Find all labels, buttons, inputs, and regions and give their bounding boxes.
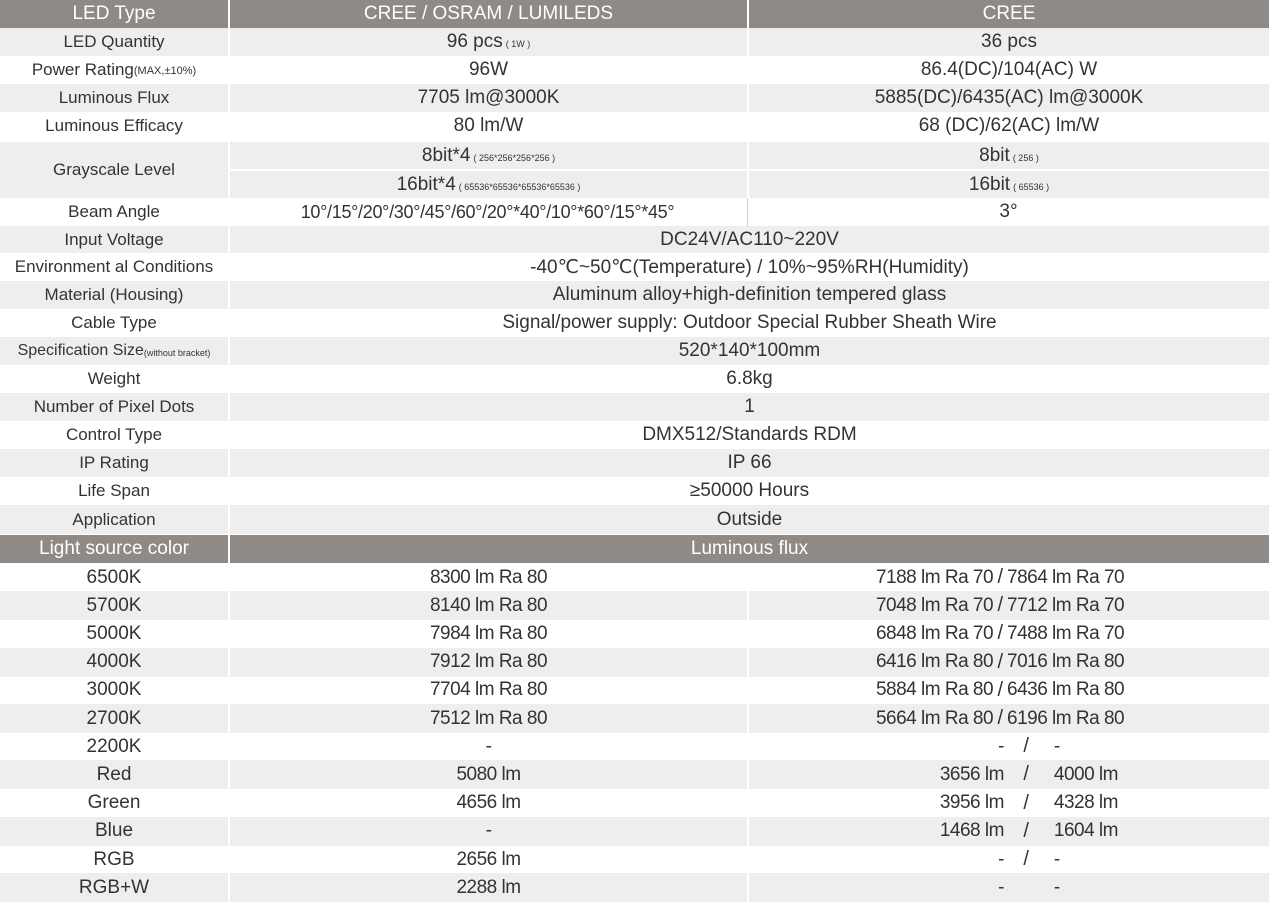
flux-separator: / bbox=[997, 566, 1003, 588]
label-pixel-dots: Number of Pixel Dots bbox=[33, 397, 195, 416]
flux-pair bbox=[749, 877, 1269, 899]
color-row bbox=[0, 591, 1269, 620]
color-flux-col2 bbox=[747, 760, 1269, 789]
row-spec-size bbox=[0, 337, 1269, 365]
flux-pair bbox=[749, 679, 1269, 702]
flux-separator: / bbox=[1023, 735, 1029, 758]
color-flux-col1: 2288 lm bbox=[228, 873, 747, 902]
grayscale-col2-line-a bbox=[749, 142, 1269, 169]
flux-separator: / bbox=[997, 707, 1003, 729]
value-led-quantity-col1 bbox=[228, 28, 747, 56]
flux-pair bbox=[749, 820, 1269, 843]
row-cable-type bbox=[0, 309, 1269, 337]
flux-pair bbox=[749, 594, 1269, 617]
value-spec-size: 520*140*100mm bbox=[228, 337, 1269, 365]
color-flux-col2 bbox=[747, 619, 1269, 648]
row-life-span bbox=[0, 477, 1269, 505]
spec-size-label-text: Specification Size bbox=[17, 342, 144, 359]
row-input-voltage bbox=[0, 226, 1269, 253]
label-luminous-efficacy: Luminous Efficacy bbox=[45, 116, 183, 135]
row-control-type bbox=[0, 421, 1269, 449]
flux-ac: 7864 lm Ra 70 bbox=[1007, 566, 1125, 588]
color-row bbox=[0, 619, 1269, 648]
value-power-col2: 86.4(DC)/104(AC) W bbox=[747, 56, 1269, 84]
value-beam-col2: 3° bbox=[747, 198, 1269, 226]
flux-dc: 7188 lm Ra 70 bbox=[875, 566, 994, 588]
grayscale-col1-b-note: ( 65536*65536*65536*65536 ) bbox=[458, 181, 581, 192]
color-name: Green bbox=[87, 792, 141, 814]
power-rating-label-note: (MAX,±10%) bbox=[133, 65, 197, 77]
flux-dc: 1468 lm bbox=[939, 820, 1004, 842]
label-cable-type: Cable Type bbox=[71, 313, 157, 332]
flux-separator: / bbox=[1023, 791, 1029, 814]
grayscale-col1-line-b bbox=[230, 169, 747, 198]
color-row bbox=[0, 732, 1269, 761]
color-name: 3000K bbox=[86, 679, 142, 701]
header-luminous-flux: Luminous flux bbox=[228, 535, 1269, 563]
value-flux-col1: 7705 lm@3000K bbox=[228, 84, 747, 112]
value-grayscale-col1 bbox=[228, 142, 747, 198]
color-flux-col2 bbox=[747, 676, 1269, 705]
color-row bbox=[0, 789, 1269, 818]
flux-pair bbox=[749, 566, 1269, 589]
color-flux-col1: - bbox=[228, 817, 747, 846]
flux-dc: 3956 lm bbox=[939, 792, 1004, 814]
color-name: 6500K bbox=[86, 566, 142, 588]
color-row bbox=[0, 676, 1269, 705]
grayscale-col2-b-note: ( 65536 ) bbox=[1013, 181, 1050, 192]
flux-pair bbox=[749, 651, 1269, 674]
color-flux-col2 bbox=[747, 704, 1269, 733]
row-application bbox=[0, 505, 1269, 534]
value-grayscale-col2 bbox=[747, 142, 1269, 198]
value-cable-type: Signal/power supply: Outdoor Special Rubber Sheath Wire bbox=[228, 309, 1269, 337]
spec-size-label-note: (without bracket) bbox=[143, 348, 211, 358]
color-flux-col1: 8300 lm Ra 80 bbox=[228, 563, 747, 592]
color-name: Red bbox=[96, 763, 132, 785]
label-grayscale-level: Grayscale Level bbox=[53, 160, 175, 179]
color-row bbox=[0, 704, 1269, 733]
color-flux-col1: 7984 lm Ra 80 bbox=[228, 619, 747, 648]
color-flux-col2 bbox=[747, 817, 1269, 846]
color-flux-col1: 8140 lm Ra 80 bbox=[228, 591, 747, 620]
value-input-voltage: DC24V/AC110~220V bbox=[228, 226, 1269, 253]
flux-pair bbox=[749, 792, 1269, 815]
flux-separator: / bbox=[997, 622, 1003, 645]
color-flux-col1: 5080 lm bbox=[228, 760, 747, 789]
grayscale-col2-line-b bbox=[749, 169, 1269, 198]
grayscale-col1-a-text: 8bit*4 bbox=[421, 144, 471, 166]
color-row bbox=[0, 845, 1269, 874]
led-quantity-col1-note: ( 1W ) bbox=[505, 39, 531, 49]
color-flux-col1: 4656 lm bbox=[228, 789, 747, 818]
flux-ac: 7712 lm Ra 70 bbox=[1007, 594, 1125, 616]
color-flux-col2 bbox=[747, 845, 1269, 874]
value-ip-rating: IP 66 bbox=[228, 449, 1269, 477]
flux-separator: / bbox=[1023, 763, 1029, 786]
value-application: Outside bbox=[228, 505, 1269, 534]
value-led-quantity-col2: 36 pcs bbox=[747, 28, 1269, 56]
flux-dc: - bbox=[998, 848, 1004, 870]
color-flux-col1: 7912 lm Ra 80 bbox=[228, 648, 747, 677]
flux-dc: 3656 lm bbox=[939, 763, 1004, 785]
row-pixel-dots bbox=[0, 393, 1269, 421]
color-name: RGB bbox=[93, 848, 135, 870]
color-row bbox=[0, 817, 1269, 846]
color-flux-col2 bbox=[747, 873, 1269, 902]
color-flux-col2 bbox=[747, 591, 1269, 620]
color-flux-col1: 7704 lm Ra 80 bbox=[228, 676, 747, 705]
flux-ac: 4000 lm bbox=[1053, 763, 1118, 785]
flux-pair bbox=[749, 707, 1269, 730]
header-col2: CREE bbox=[747, 0, 1269, 28]
value-efficacy-col1: 80 lm/W bbox=[228, 112, 747, 140]
color-flux-col2 bbox=[747, 732, 1269, 761]
color-name: 2200K bbox=[86, 735, 142, 757]
label-ip-rating: IP Rating bbox=[79, 453, 149, 472]
flux-separator: / bbox=[1023, 819, 1029, 842]
flux-dc: 6416 lm Ra 80 bbox=[875, 651, 994, 673]
value-efficacy-col2: 68 (DC)/62(AC) lm/W bbox=[747, 112, 1269, 140]
flux-dc: 7048 lm Ra 70 bbox=[875, 594, 994, 616]
color-name: 2700K bbox=[86, 707, 142, 729]
label-spec-size bbox=[0, 337, 228, 365]
flux-ac: 1604 lm bbox=[1053, 820, 1118, 842]
flux-ac: 6196 lm Ra 80 bbox=[1007, 707, 1125, 729]
value-power-col1: 96W bbox=[228, 56, 747, 84]
color-flux-col1: - bbox=[228, 732, 747, 761]
header-light-source-color: Light source color bbox=[39, 538, 189, 559]
label-input-voltage: Input Voltage bbox=[64, 229, 164, 249]
color-flux-col2 bbox=[747, 563, 1269, 592]
label-beam-angle: Beam Angle bbox=[68, 202, 160, 221]
flux-ac: 7488 lm Ra 70 bbox=[1007, 622, 1125, 644]
color-name: RGB+W bbox=[78, 876, 150, 898]
value-control-type: DMX512/Standards RDM bbox=[228, 421, 1269, 449]
value-beam-col1: 10°/15°/20°/30°/45°/60°/20°*40°/10°*60°/15°*45° bbox=[300, 201, 675, 222]
flux-dc: 5884 lm Ra 80 bbox=[875, 679, 994, 701]
value-environment: -40℃~50℃(Temperature) / 10%~95%RH(Humidity) bbox=[228, 253, 1269, 281]
spec-header-row bbox=[0, 0, 1269, 28]
value-pixel-dots: 1 bbox=[228, 393, 1269, 421]
flux-dc: 5664 lm Ra 80 bbox=[875, 707, 994, 729]
row-weight bbox=[0, 365, 1269, 393]
value-weight: 6.8kg bbox=[228, 365, 1269, 393]
label-led-quantity: LED Quantity bbox=[63, 32, 165, 51]
row-power-rating bbox=[0, 56, 1269, 84]
flux-pair bbox=[749, 763, 1269, 786]
color-flux-col1: 2656 lm bbox=[228, 845, 747, 874]
color-name: 5000K bbox=[86, 622, 142, 644]
flux-pair bbox=[749, 848, 1269, 871]
flux-ac: - bbox=[1053, 848, 1060, 870]
color-flux-col2 bbox=[747, 789, 1269, 818]
flux-ac: 4328 lm bbox=[1053, 792, 1118, 814]
label-led-type: LED Type bbox=[72, 3, 156, 24]
color-table-header bbox=[0, 535, 1269, 563]
row-luminous-efficacy bbox=[0, 112, 1269, 140]
grayscale-col1-line-a bbox=[230, 142, 747, 169]
grayscale-col2-b-text: 16bit bbox=[968, 173, 1011, 195]
color-flux-col2 bbox=[747, 648, 1269, 677]
flux-ac: 7016 lm Ra 80 bbox=[1007, 651, 1125, 673]
color-row bbox=[0, 648, 1269, 677]
value-material: Aluminum alloy+high-definition tempered glass bbox=[228, 281, 1269, 309]
led-quantity-col1-text: 96 pcs bbox=[446, 31, 503, 52]
flux-dc: 6848 lm Ra 70 bbox=[875, 622, 994, 644]
flux-ac: - bbox=[1053, 876, 1060, 898]
label-luminous-flux: Luminous Flux bbox=[58, 88, 170, 107]
color-name: 4000K bbox=[86, 651, 142, 673]
row-environment bbox=[0, 253, 1269, 281]
flux-dc: - bbox=[998, 876, 1004, 898]
value-life-span: ≥50000 Hours bbox=[228, 477, 1269, 505]
label-application: Application bbox=[72, 509, 156, 529]
flux-ac: - bbox=[1053, 735, 1060, 757]
flux-ac: 6436 lm Ra 80 bbox=[1007, 679, 1125, 701]
color-row bbox=[0, 563, 1269, 592]
flux-dc: - bbox=[998, 735, 1004, 757]
grayscale-col1-b-text: 16bit*4 bbox=[396, 173, 456, 195]
color-flux-col1: 7512 lm Ra 80 bbox=[228, 704, 747, 733]
flux-separator: / bbox=[1023, 848, 1029, 870]
row-luminous-flux bbox=[0, 84, 1269, 112]
flux-pair bbox=[749, 622, 1269, 645]
grayscale-col2-a-note: ( 256 ) bbox=[1012, 152, 1039, 163]
label-life-span: Life Span bbox=[78, 481, 150, 500]
row-material bbox=[0, 281, 1269, 309]
flux-separator: / bbox=[997, 594, 1003, 617]
flux-separator: / bbox=[997, 650, 1003, 673]
power-rating-label-text: Power Rating bbox=[31, 60, 134, 79]
color-name: Blue bbox=[94, 820, 134, 842]
label-power-rating bbox=[0, 56, 228, 84]
color-row bbox=[0, 873, 1269, 902]
flux-separator: / bbox=[997, 678, 1003, 701]
label-environment: Environment al Conditions bbox=[14, 257, 214, 276]
label-weight: Weight bbox=[87, 369, 141, 388]
color-name: 5700K bbox=[86, 594, 142, 616]
header-col1: CREE / OSRAM / LUMILEDS bbox=[228, 0, 747, 28]
row-ip-rating bbox=[0, 449, 1269, 477]
grayscale-col2-a-text: 8bit bbox=[979, 144, 1010, 166]
value-flux-col2: 5885(DC)/6435(AC) lm@3000K bbox=[747, 84, 1269, 112]
row-beam-angle bbox=[0, 198, 1269, 226]
flux-pair bbox=[749, 735, 1269, 758]
row-grayscale-level bbox=[0, 142, 1269, 198]
grayscale-col1-a-note: ( 256*256*256*256 ) bbox=[473, 152, 556, 163]
row-led-quantity bbox=[0, 28, 1269, 56]
label-control-type: Control Type bbox=[65, 425, 163, 444]
color-row bbox=[0, 760, 1269, 789]
label-material: Material (Housing) bbox=[44, 285, 184, 304]
